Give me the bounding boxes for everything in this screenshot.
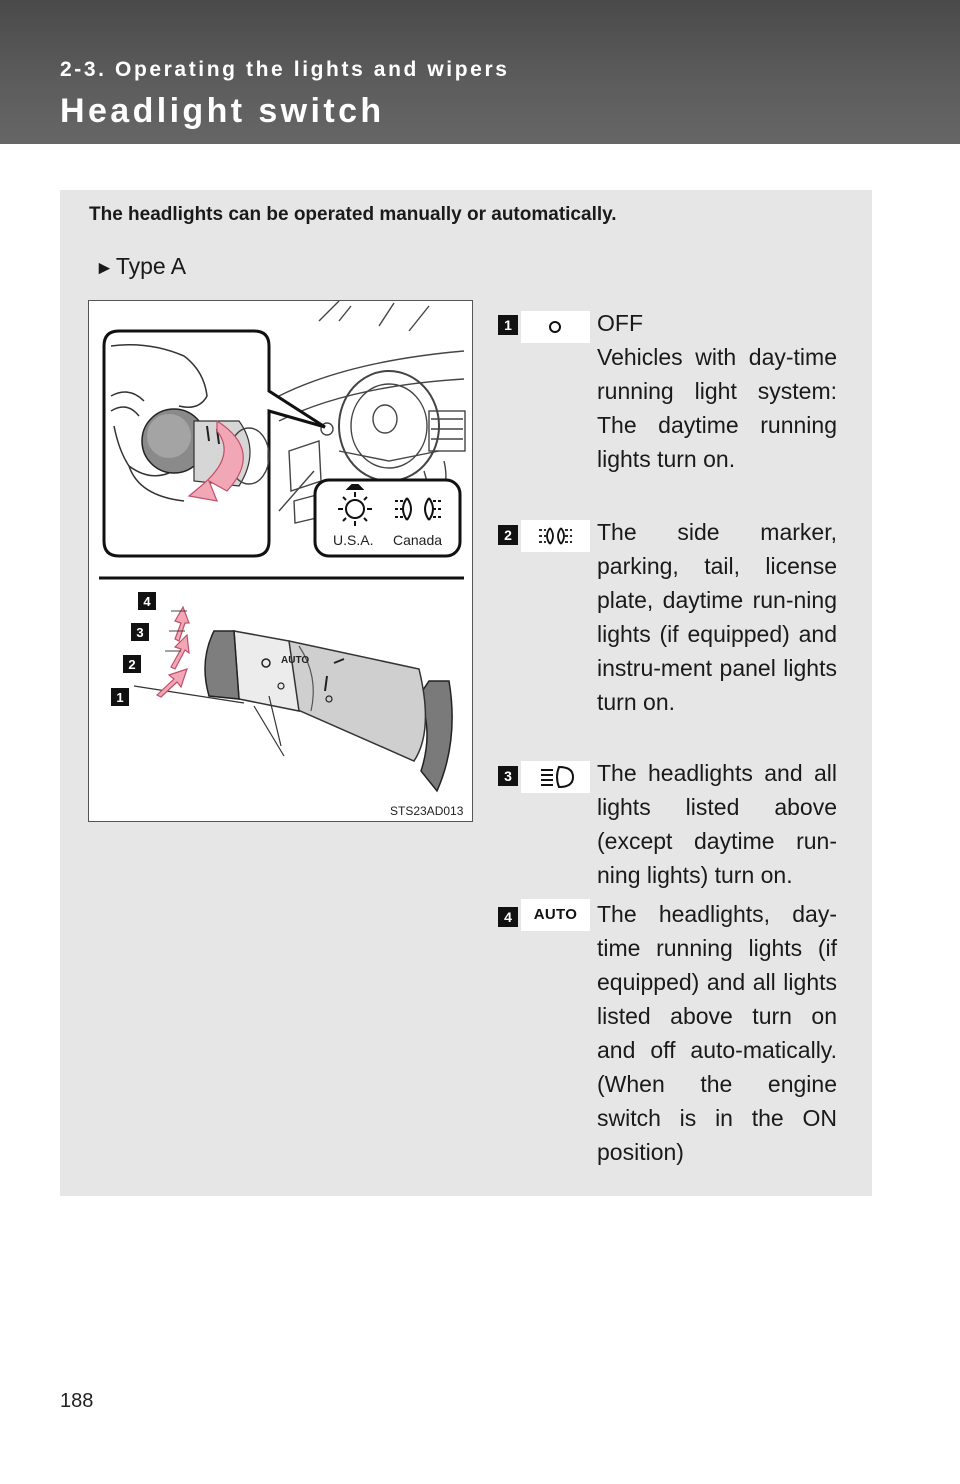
inset-label-canada: Canada bbox=[393, 532, 443, 548]
item-number-1: 1 bbox=[498, 315, 518, 335]
item-description-1 bbox=[597, 306, 837, 476]
off-description: Vehicles with day-time running light system: The daytime running lights turn on. bbox=[597, 344, 837, 472]
lever-auto-label: AUTO bbox=[281, 655, 310, 666]
off-label: OFF bbox=[597, 310, 643, 336]
inset-label-usa: U.S.A. bbox=[333, 532, 374, 548]
auto-mode-label: AUTO bbox=[533, 906, 578, 923]
item-icon-box-2 bbox=[521, 520, 590, 552]
item-number-4: 4 bbox=[498, 907, 518, 927]
header-bar bbox=[0, 0, 960, 144]
page-number: 188 bbox=[60, 1390, 94, 1412]
page-title: Headlight switch bbox=[60, 92, 385, 130]
switch-illustration bbox=[88, 300, 473, 822]
item-icon-box-3 bbox=[521, 761, 590, 793]
callout-1: 1 bbox=[116, 690, 124, 705]
item-icon-box-1 bbox=[521, 311, 590, 343]
item-number-2: 2 bbox=[498, 525, 518, 545]
item-description-4: The headlights, day-time running lights (if equipped) and all lights listed above turn on and off auto-matically. (When the engine switch is in the ON position) bbox=[597, 901, 837, 1165]
intro-text: The headlights can be operated manually or automatically. bbox=[89, 204, 617, 225]
position-arrows bbox=[157, 607, 189, 697]
figure-code: STS23AD013 bbox=[390, 804, 464, 818]
callout-2: 2 bbox=[128, 657, 136, 672]
callout-4: 4 bbox=[143, 594, 151, 609]
type-label bbox=[95, 253, 186, 280]
item-description-2: The side marker, parking, tail, license plate, daytime run-ning lights (if equipped) and instru-ment panel lights turn on. bbox=[597, 519, 837, 715]
triangle-bullet-icon: ► bbox=[95, 258, 114, 279]
type-label-text: Type A bbox=[115, 253, 187, 279]
off-circle-icon bbox=[550, 322, 560, 332]
headlight-icon bbox=[541, 767, 573, 787]
parking-lights-icon bbox=[539, 528, 572, 544]
item-icon-box-4 bbox=[521, 899, 590, 931]
callout-3: 3 bbox=[136, 625, 144, 640]
item-number-3: 3 bbox=[498, 766, 518, 786]
item-description-3: The headlights and all lights listed above (except daytime run-ning lights) turn on. bbox=[597, 760, 837, 888]
section-label: 2-3. Operating the lights and wipers bbox=[60, 58, 510, 81]
